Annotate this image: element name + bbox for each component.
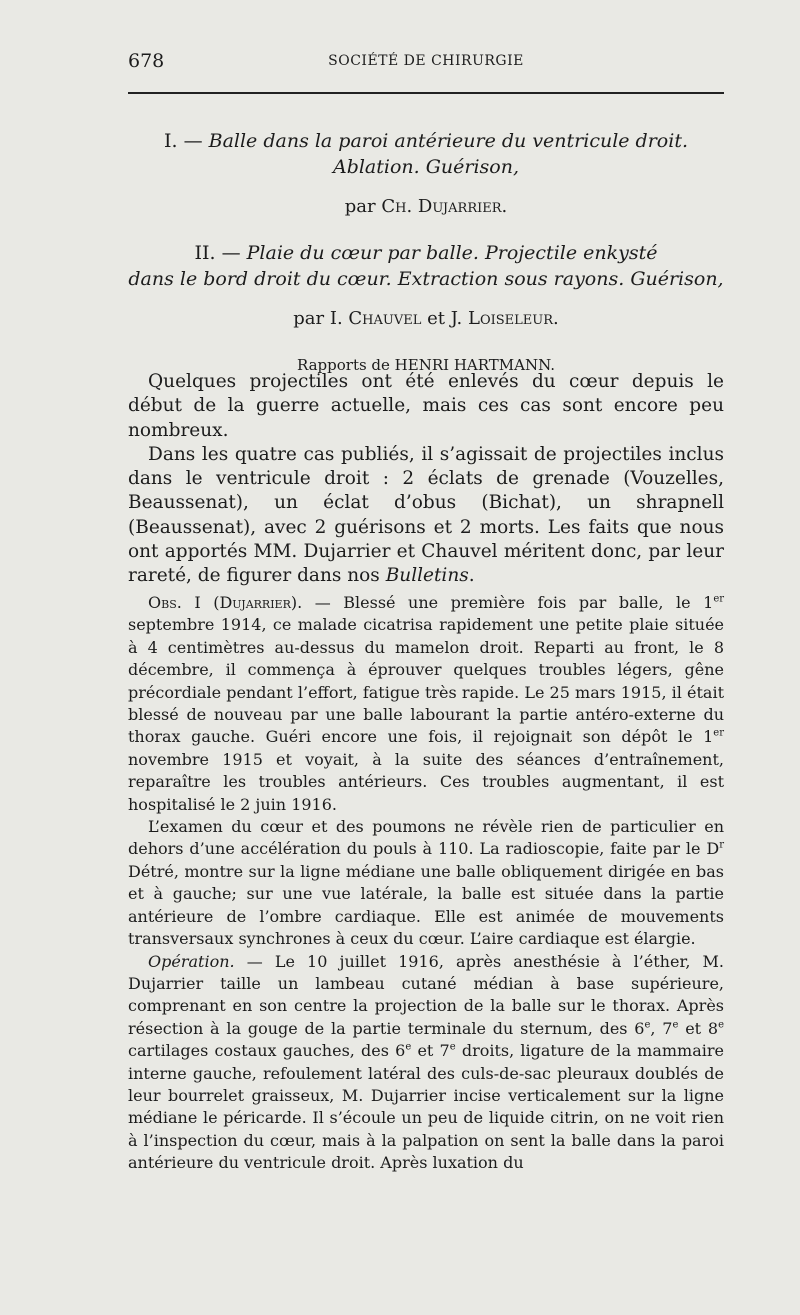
- title-1-text-b: Ablation. Guérison,: [332, 156, 520, 178]
- title-1-text-a: Balle dans la paroi antérieure du ventricule droit.: [208, 130, 688, 152]
- title-2-text-b: dans le bord droit du cœur. Extraction sous rayons. Guérison,: [128, 268, 724, 290]
- operation-label: Opération.: [148, 951, 235, 971]
- title-1-line-1: I. — Balle dans la paroi antérieure du ventricule droit.: [163, 130, 688, 152]
- observation-label: Obs. I (Dujarrier).: [148, 593, 303, 612]
- article-titles: [128, 128, 724, 378]
- reports-byline: Rapports de HENRI HARTMANN.: [296, 356, 556, 374]
- title-1-line-2: [128, 154, 724, 180]
- intro-paragraph-1: Quelques projectiles ont été enlevés du cœur depuis le début de la guerre actuelle, mais ces cas sont encore peu nombreux.: [128, 371, 724, 441]
- observation-text: [128, 592, 724, 1175]
- running-head: SOCIÉTÉ DE CHIRURGIE: [328, 53, 524, 69]
- observation-paragraph-2: L’examen du cœur et des poumons ne révèle rien de particulier en dehors d’une accélération du pouls à 110. La radioscopie, faite par le $D^r$ Détré, montre sur la ligne médiane une balle obliquement dirigée en bas et à gauche; sur une vue latérale, la balle est située dans la partie antérieure de l’ombre cardiaque. Elle est animée de mouvements transversaux synchrones à ceux du cœur. L’aire cardiaque est élargie.: [128, 817, 724, 949]
- title-1-author: par Ch. Dujarrier.: [344, 196, 508, 217]
- intro-text: [128, 370, 724, 589]
- page-header: [128, 50, 724, 72]
- intro-paragraph-2: Dans les quatre cas publiés, il s’agissait de projectiles inclus dans le ventricule droit : 2 éclats de grenade (Vouzelles, Beaussenat), un éclat d’obus (Bichat), un shrapnell (Beaussenat), avec 2 guérisons et 2 morts. Les faits que nous ont apportés MM. Dujarrier et Chauvel méritent donc, par leur rareté, de figurer dans nos Bulletins.: [128, 443, 724, 587]
- header-rule: [128, 92, 724, 94]
- title-2-authors: par I. Chauvel et J. Loiseleur.: [293, 308, 559, 329]
- operation-paragraph: Opération. — Le 10 juillet 1916, après anesthésie à l’éther, M. Dujarrier taille un lambeau cutané médian à base supérieure, comprenant en son centre la projection de la balle sur le thorax. Après résection à la gouge de la partie terminale du sternum, des 6e, 7e et 8e cartilages costaux gauches, des 6e et 7e droits, ligature de la mammaire interne gauche, refoulement latéral des culs-de-sac pleuraux doublés de leur bourrelet graisseux, M. Dujarrier incise verticalement sur la ligne médiane le péricarde. Il s’écoule un peu de liquide citrin, on ne voit rien à l’inspection du cœur, mais à la palpation on sent la balle dans la paroi antérieure du ventricule droit. Après luxation du: [128, 951, 725, 1173]
- observation-paragraph-1: Obs. I (Dujarrier). — Blessé une première fois par balle, le 1er septembre 1914, ce malade cicatrisa rapidement une petite plaie située à 4 centimètres au-dessus du mamelon droit. Reparti au front, le 8 décembre, il commença à éprouver quelques troubles légers, gêne précordiale pendant l’effort, fatigue très rapide. Le 25 mars 1915, il était blessé de nouveau par une balle labourant la partie antéro-externe du thorax gauche. Guéri encore une fois, il rejoignait son dépôt le 1er novembre 1915 et voyait, à la suite des séances d’entraînement, reparaître les troubles antérieurs. Ces troubles augmentant, il est hospitalisé le 2 juin 1916.: [128, 593, 725, 814]
- title-2-line-2: [128, 266, 724, 292]
- title-2-text-a: Plaie du cœur par balle. Projectile enkysté: [246, 242, 658, 264]
- page-number: 678: [128, 50, 165, 72]
- title-2-line-1: II. — Plaie du cœur par balle. Projectile enkysté: [194, 242, 658, 264]
